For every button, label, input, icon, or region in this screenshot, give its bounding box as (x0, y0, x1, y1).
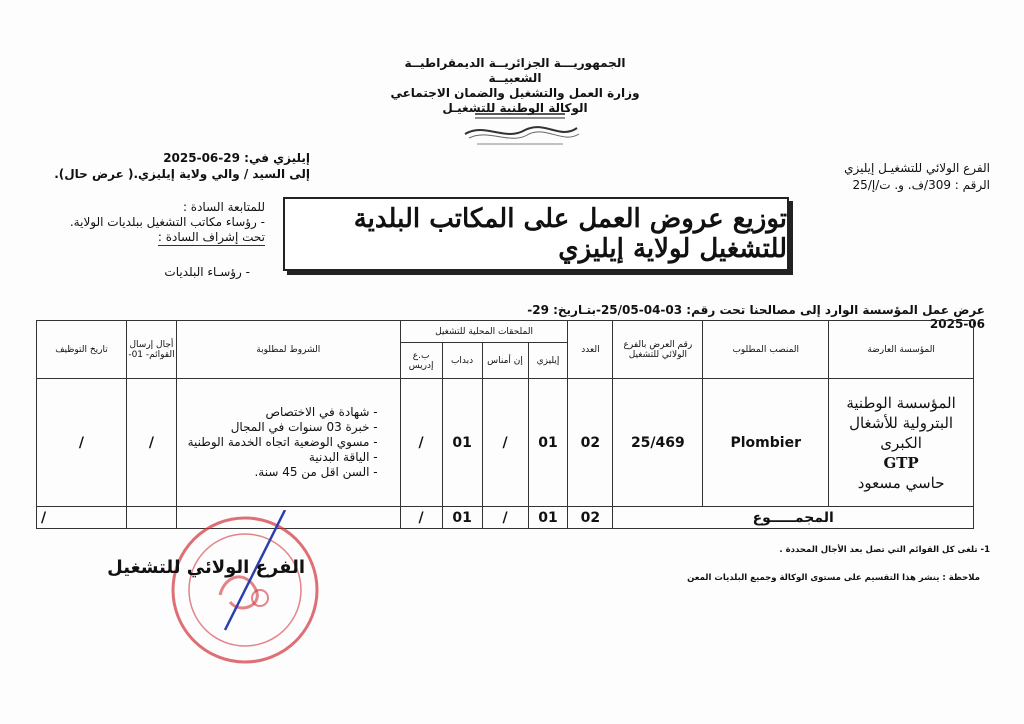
bordj-cell: / (400, 379, 442, 507)
total-djanet: 01 (442, 507, 482, 529)
total-illizi: 01 (528, 507, 568, 529)
header-count: العدد (568, 321, 613, 379)
total-hire-date: / (37, 507, 127, 529)
header-line-agency: الوكالة الوطنية للتشغيـل (442, 101, 588, 115)
recipient: إلى السيد / والي ولاية إيليزي.( عرض حال). (54, 167, 310, 181)
offer-number-cell: 25/469 (613, 379, 703, 507)
follow-item: - رؤساء مكاتب التشغيل ببلديات الولاية. (69, 215, 265, 229)
agency-logo (455, 110, 585, 150)
header-deadline: أجال إرسال القوائم- 01- (126, 321, 176, 379)
distribution-table (36, 320, 974, 529)
supervision-item: - رؤسـاء البلديات (164, 265, 250, 279)
institution-location: حاسي مسعود (857, 473, 945, 492)
header-offer-number: رقم العرض بالفرع الولائي للتشغيل (613, 321, 703, 379)
total-count: 02 (568, 507, 613, 529)
document-date: إيليزي في: 29-06-2025 (163, 151, 310, 165)
deadline-cell: / (126, 379, 176, 507)
branch-name: الفرع الولائي للتشغيـل إيليزي (844, 161, 990, 175)
count-cell: 02 (568, 379, 613, 507)
follow-block (50, 200, 265, 246)
condition-item: - خبرة 03 سنوات في المجال (185, 420, 378, 435)
in-amenas-cell: / (482, 379, 528, 507)
title-banner: توزيع عروض العمل على المكاتب البلدية للتشغيل لولاية إيليزي (283, 197, 789, 271)
reference-number: الرقم : 309/ف. و. ت/إ/25 (852, 178, 990, 192)
header-illizi: إيليزي (528, 343, 568, 379)
header-bordj: ب.ع إدريس (400, 343, 442, 379)
institution-line: المؤسسة الوطنية (846, 393, 956, 412)
supervision-heading: تحت إشراف السادة : (157, 230, 265, 244)
header-line-ministry: وزارة العمل والتشغيل والضمان الاجتماعي (390, 86, 640, 100)
djanet-cell: 01 (442, 379, 482, 507)
condition-item: - السن اقل من 45 سنة. (185, 465, 378, 480)
official-stamp (165, 510, 325, 670)
header-annexes: الملحقات المحلية للتشغيل (400, 321, 568, 343)
offer-intro: عرض عمل المؤسسة الوارد إلى مصالحنا تحت رقم: 03-04-25/05-بتـاريخ: 29-06-2025 (527, 303, 985, 331)
signature-branch: الفرع الولائي للتشغيل (107, 557, 305, 578)
condition-item: - شهادة في الاختصاص (185, 405, 378, 420)
header-line-republic: الجمهوريـــة الجزائريــة الديمقراطيــة الشعبيــة (404, 56, 626, 85)
total-bordj: / (400, 507, 442, 529)
follow-heading: للمتابعة السادة : (182, 200, 265, 214)
institution-code: GTP (883, 453, 919, 472)
date-recipient-block (50, 150, 310, 182)
total-in-amenas: / (482, 507, 528, 529)
institution-cell (829, 379, 974, 507)
illizi-cell: 01 (528, 379, 568, 507)
condition-item: - الياقة البدنية (185, 450, 378, 465)
header-in-amenas: إن أمناس (482, 343, 528, 379)
institution-line: البترولية للأشغال الكبرى (849, 413, 954, 452)
condition-item: - مسوي الوضعية اتجاه الخدمة الوطنية (185, 435, 378, 450)
header-position: المنصب المطلوب (703, 321, 829, 379)
hire-date-cell: / (37, 379, 127, 507)
branch-ref-block (820, 160, 990, 194)
note-2: ملاحظة : ينشر هذا التقسيم على مستوى الوكالة وجميع البلديات المعن (687, 573, 980, 583)
header-hire-date: تاريخ التوظيف (37, 321, 127, 379)
total-label: المجمـــــوع (613, 507, 974, 529)
note-1: 1- تلغى كل القوائم التي تصل بعد الأجال المحددة . (779, 545, 990, 555)
header-institution: المؤسسة العارضة (829, 321, 974, 379)
table-row (37, 379, 974, 507)
header-block (380, 56, 650, 116)
header-conditions: الشروط لمطلوبة (176, 321, 400, 379)
header-djanet: دبداب (442, 343, 482, 379)
position-cell: Plombier (703, 379, 829, 507)
conditions-cell (176, 379, 400, 507)
